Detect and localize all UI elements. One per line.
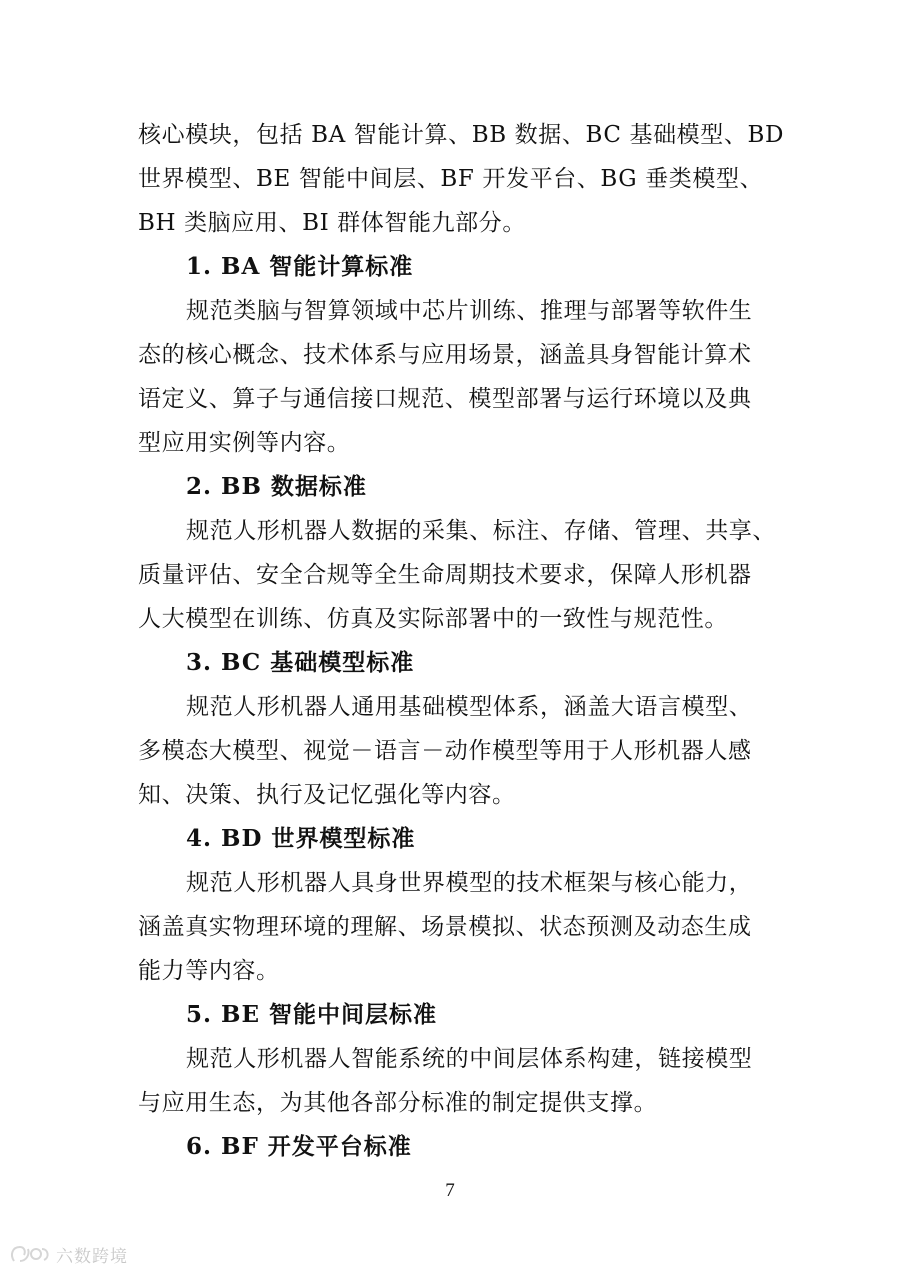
- section-bd-line-1: 规范人形机器人具身世界模型的技术框架与核心能力，: [186, 870, 753, 896]
- section-heading-bb: 2. BB 数据标准: [186, 473, 367, 500]
- section-heading-bc: 3. BC 基础模型标准: [186, 649, 415, 676]
- section-bb-line-2: 质量评估、安全合规等全生命周期技术要求，保障人形机器: [138, 562, 752, 588]
- section-bc-line-1: 规范人形机器人通用基础模型体系，涵盖大语言模型、: [186, 694, 753, 720]
- section-heading-ba: 1. BA 智能计算标准: [186, 253, 414, 280]
- intro-line-3: BH 类脑应用、BI 群体智能九部分。: [138, 210, 526, 236]
- section-be-line-1: 规范人形机器人智能系统的中间层体系构建，链接模型: [186, 1046, 753, 1072]
- section-heading-be: 5. BE 智能中间层标准: [186, 1001, 437, 1028]
- section-bb-line-3: 人大模型在训练、仿真及实际部署中的一致性与规范性。: [138, 606, 728, 632]
- watermark: [8, 1241, 128, 1267]
- section-ba-line-4: 型应用实例等内容。: [138, 430, 351, 456]
- section-heading-bf: 6. BF 开发平台标准: [186, 1133, 412, 1160]
- section-bc-line-3: 知、决策、执行及记忆强化等内容。: [138, 782, 516, 808]
- brand-logo-icon: [8, 1243, 52, 1265]
- section-bd-line-3: 能力等内容。: [138, 958, 280, 984]
- watermark-text: 六数跨境: [56, 1246, 128, 1267]
- section-bc-line-2: 多模态大模型、视觉－语言－动作模型等用于人形机器人感: [138, 738, 752, 764]
- section-be-line-2: 与应用生态，为其他各部分标准的制定提供支撑。: [138, 1090, 658, 1116]
- section-heading-bd: 4. BD 世界模型标准: [186, 825, 416, 852]
- page-number: 7: [445, 1180, 455, 1201]
- section-ba-line-2: 态的核心概念、技术体系与应用场景，涵盖具身智能计算术: [138, 342, 752, 368]
- section-bd-line-2: 涵盖真实物理环境的理解、场景模拟、状态预测及动态生成: [138, 914, 752, 940]
- section-ba-line-3: 语定义、算子与通信接口规范、模型部署与运行环境以及典: [138, 386, 752, 412]
- section-bb-line-1: 规范人形机器人数据的采集、标注、存储、管理、共享、: [186, 518, 776, 544]
- intro-line-2: 世界模型、BE 智能中间层、BF 开发平台、BG 垂类模型、: [138, 166, 764, 192]
- intro-line-1: 核心模块，包括 BA 智能计算、BB 数据、BC 基础模型、BD: [138, 122, 785, 148]
- section-ba-line-1: 规范类脑与智算领域中芯片训练、推理与部署等软件生: [186, 298, 753, 324]
